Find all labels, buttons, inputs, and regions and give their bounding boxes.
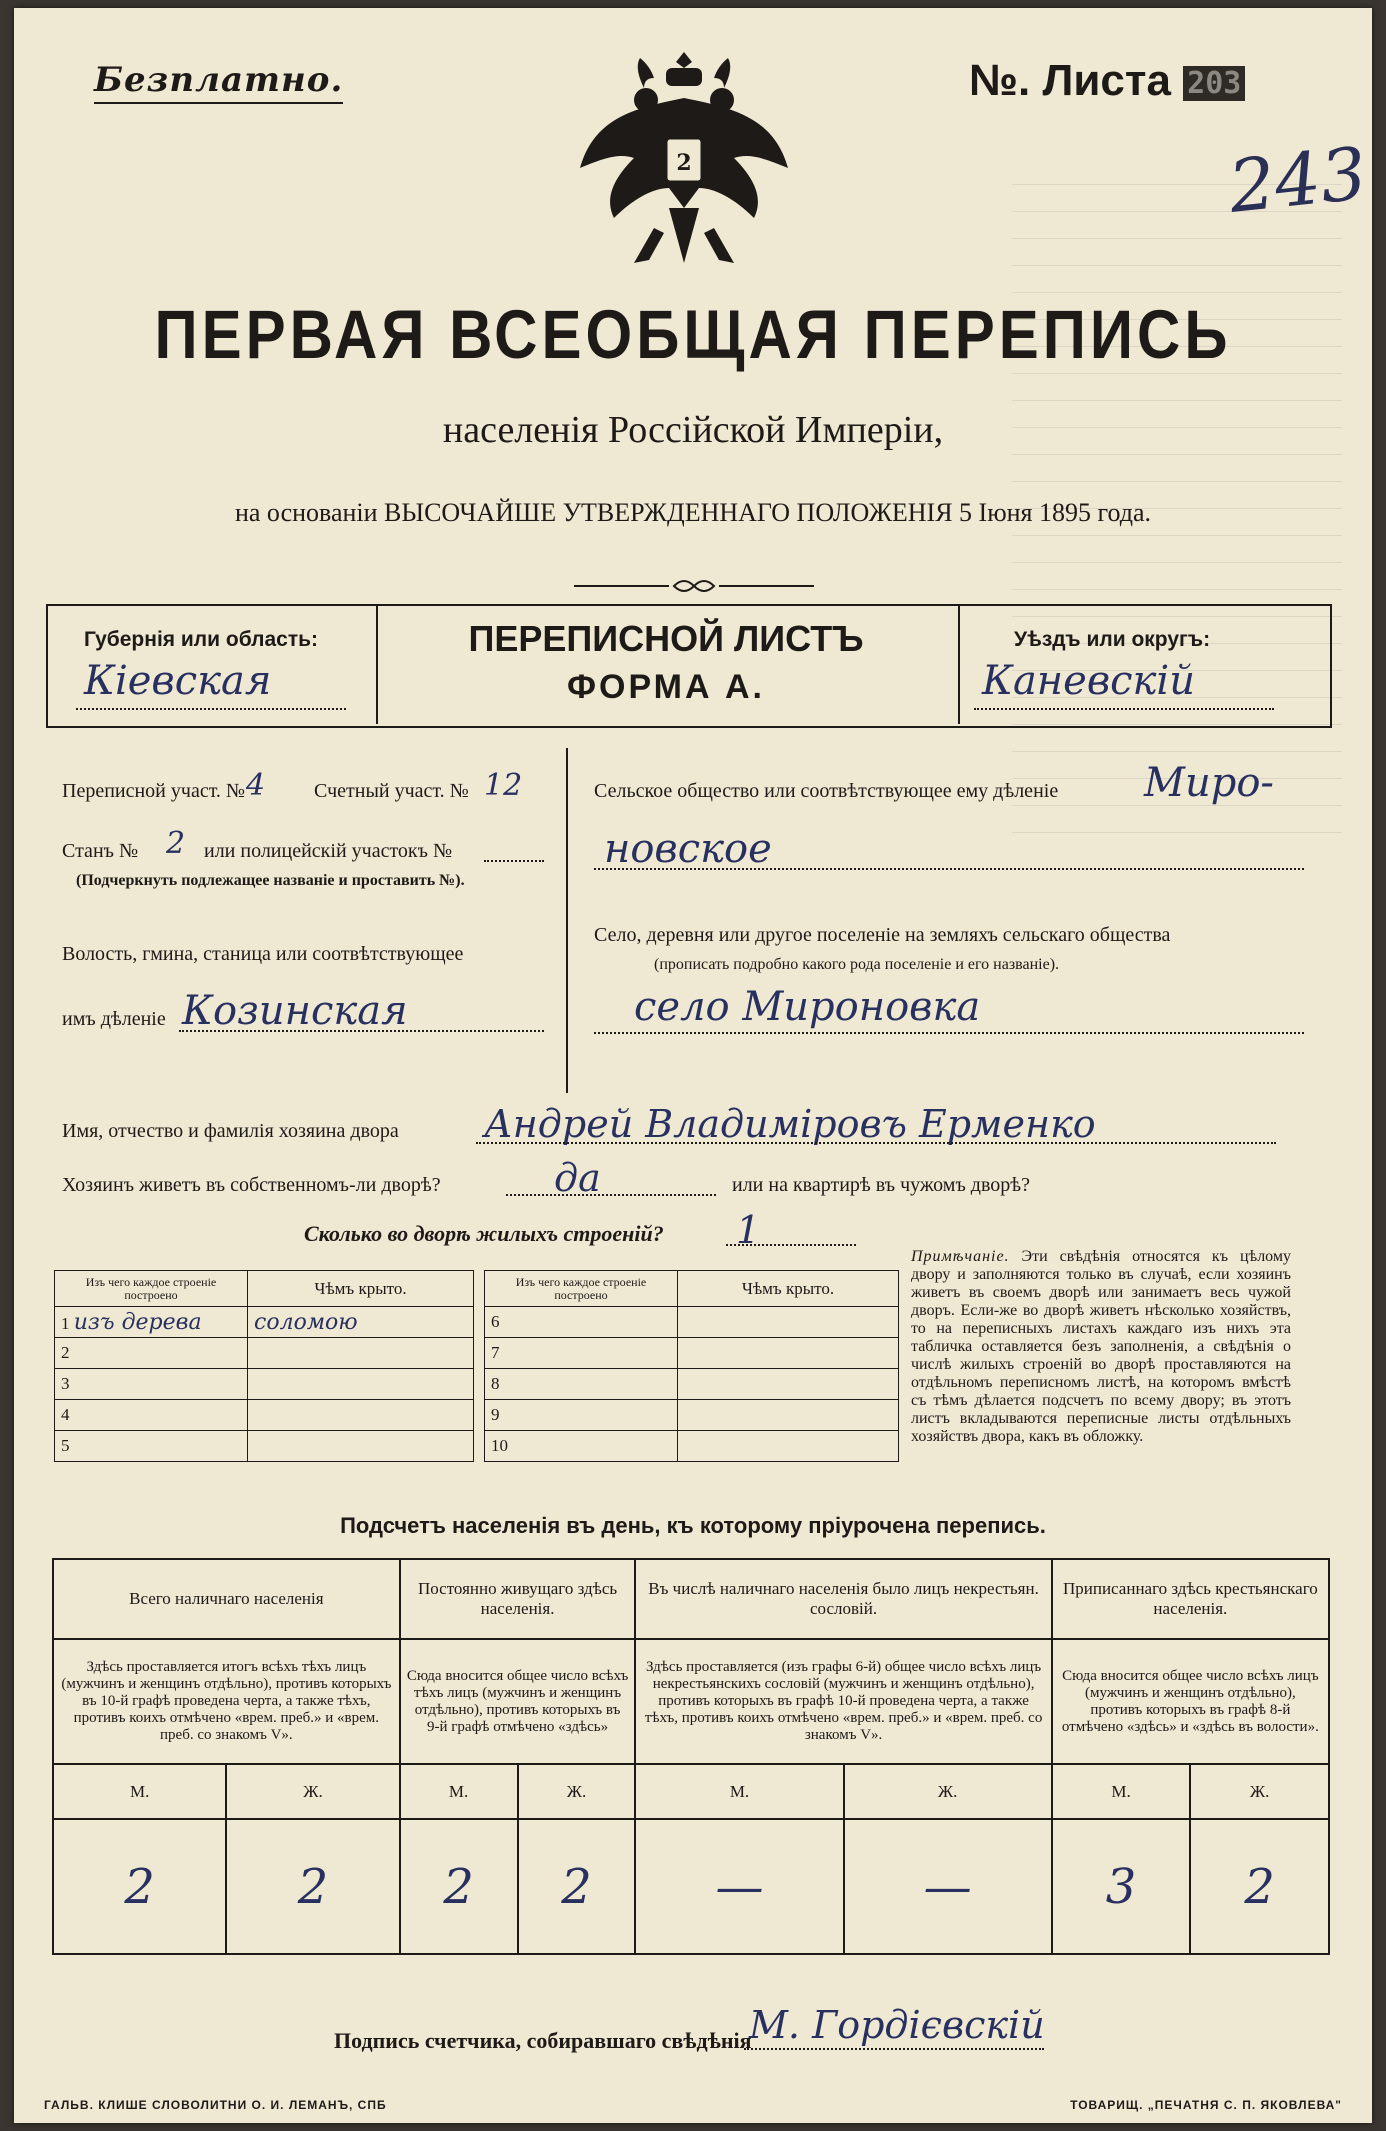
note-title: Примѣчаніе.	[911, 1248, 1010, 1265]
form-title: ПЕРЕПИСНОЙ ЛИСТЪ	[468, 618, 864, 659]
legal-basis: на основаніи ВЫСОЧАЙШЕ УТВЕРЖДЕННАГО ПОЛОЖЕНІЯ 5 Іюня 1895 года.	[234, 498, 1152, 527]
roof-cell: соломою	[248, 1307, 474, 1338]
total-male-value: 2	[53, 1819, 226, 1954]
group-head-peasant: Приписаннаго здѣсь крестьянскаго населенія.	[1052, 1559, 1329, 1639]
col-roof-header: Чѣмъ крыто.	[248, 1271, 474, 1307]
schet-uch-value: 12	[484, 768, 523, 803]
free-label: Безплатно.	[94, 60, 343, 104]
group-desc-total: Здѣсь проставляется итогъ всѣхъ тѣхъ лицъ (мужчинъ и женщинъ отдѣльно), противъ которыхъ въ 10-й графѣ проведена черта, а также тѣхъ, противъ коихъ отмѣчено «врем. преб.» и «врем. преб. со знакомъ V».	[53, 1639, 400, 1764]
note-block	[911, 1248, 1291, 1446]
sheet-number-label: №. Листа	[969, 56, 1171, 105]
village-note: (прописать подробно какого рода поселеніе и его названіе).	[654, 956, 1060, 973]
footer-right: ТОВАРИЩ. „ПЕЧАТНЯ С. П. ЯКОВЛЕВА"	[1070, 2098, 1342, 2112]
buildings-label: Сколько во дворѣ жилыхъ строеній?	[304, 1221, 664, 1246]
population-table	[52, 1558, 1330, 1955]
gubernia-label: Губернія или область:	[84, 628, 319, 651]
roof-cell	[248, 1338, 474, 1369]
signature-label: Подпись счетчика, собиравшаго свѣдѣнія	[334, 2028, 752, 2053]
note-text: Эти свѣдѣнія относятся къ цѣлому двору и заполняются только въ случаѣ, если хозяинъ живетъ въ своемъ дворѣ или занимаетъ весь чужой дворъ. Если-же во дворѣ живетъ нѣсколько хозяйствъ, то на переписныхъ листахъ каждаго изъ нихъ эта табличка оставляется безъ заполненія, а свѣдѣнія о числѣ жилыхъ строеній во дворѣ проставляются на отдѣльномъ переписномъ листѣ, на которомъ вмѣстѣ съ тѣмъ дѣлается подсчетъ по всему двору; въ этотъ листъ вкладываются переписные листы отдѣльныхъ хозяйствъ двора, какъ въ обложку.	[911, 1248, 1292, 1445]
footer-left: ГАЛЬВ. КЛИШЕ СЛОВОЛИТНИ О. И. ЛЕМАНЪ, СПБ	[44, 2098, 387, 2112]
gubernia-value: Кіевская	[84, 658, 272, 704]
roof-cell	[678, 1431, 899, 1462]
f-header: Ж.	[844, 1764, 1052, 1819]
sheet-number	[969, 56, 1245, 106]
roof-cell	[248, 1369, 474, 1400]
noncrestyan-male-value: —	[635, 1819, 843, 1954]
signature-line	[744, 2048, 1044, 2050]
table-row: 2	[55, 1338, 248, 1369]
society-label: Сельское общество или соотвѣтствующее ему дѣленіе	[594, 780, 1059, 802]
f-header: Ж.	[226, 1764, 399, 1819]
buildings-table-right	[484, 1270, 899, 1462]
underline-note: (Подчеркнуть подлежащее названіе и проставить №).	[76, 872, 465, 889]
imperial-eagle-emblem	[574, 48, 794, 278]
roof-cell	[678, 1307, 899, 1338]
village-line	[594, 1032, 1304, 1034]
group-head-total: Всего наличнаго населенія	[53, 1559, 400, 1639]
population-title: Подсчетъ населенія въ день, къ которому пріурочена перепись.	[340, 1513, 1046, 1538]
f-header: Ж.	[1190, 1764, 1329, 1819]
sheet-number-handwritten: 243	[1224, 131, 1371, 229]
owner-name-value: Андрей Владиміровъ Ерменко	[484, 1102, 1096, 1146]
table-row: 7	[485, 1338, 678, 1369]
schet-uch-label: Счетный участ. №	[314, 780, 469, 802]
own-yard-label: Хозяинъ живетъ въ собственномъ-ли дворѣ?	[62, 1174, 441, 1196]
uezd-line	[974, 708, 1274, 710]
subtitle: населенія Россійской Имперіи,	[442, 409, 944, 451]
census-sheet	[14, 8, 1372, 2123]
buildings-value: 1	[736, 1208, 761, 1252]
m-header: М.	[400, 1764, 518, 1819]
table-row: 5	[55, 1431, 248, 1462]
stan-value: 2	[166, 826, 186, 861]
perep-uch-value: 4	[246, 768, 266, 803]
permanent-female-value: 2	[518, 1819, 636, 1954]
own-yard-value: да	[554, 1156, 601, 1200]
group-desc-noncrestyan: Здѣсь проставляется (изъ графы 6-й) общее число всѣхъ лицъ некрестьянскихъ сословій (мужчинъ и женщинъ отдѣльно), противъ которыхъ въ графѣ 10-й проведена черта, а также тѣхъ, противъ коихъ отмѣчено «врем. преб.» и «врем. преб. со знакомъ V».	[635, 1639, 1051, 1764]
owner-name-line	[476, 1142, 1276, 1144]
uezd-label: Уѣздъ или округъ:	[1014, 628, 1211, 651]
col-material-header: Изъ чего каждое строеніе построено	[55, 1271, 248, 1307]
volost-label: Волость, гмина, станица или соотвѣтствующее	[62, 943, 464, 965]
group-head-permanent: Постоянно живущаго здѣсь населенія.	[400, 1559, 636, 1639]
form-type: ФОРМА А.	[566, 668, 766, 706]
village-label: Село, деревня или другое поселеніе на земляхъ сельскаго общества	[594, 924, 1171, 946]
table-row: 9	[485, 1400, 678, 1431]
ornament-divider	[574, 576, 814, 596]
volost-line	[179, 1030, 544, 1032]
col-material-header: Изъ чего каждое строеніе построено	[485, 1271, 678, 1307]
col-roof-header: Чѣмъ крыто.	[678, 1271, 899, 1307]
table-row: 8	[485, 1369, 678, 1400]
m-header: М.	[1052, 1764, 1191, 1819]
owner-name-label: Имя, отчество и фамилія хозяина двора	[62, 1120, 399, 1142]
roof-cell	[678, 1338, 899, 1369]
table-row: 10	[485, 1431, 678, 1462]
society-line	[594, 868, 1304, 870]
m-header: М.	[635, 1764, 843, 1819]
f-header: Ж.	[518, 1764, 636, 1819]
svg-text:2: 2	[676, 150, 692, 176]
own-yard-line	[506, 1194, 716, 1196]
table-row: 6	[485, 1307, 678, 1338]
roof-cell	[248, 1431, 474, 1462]
roof-cell	[248, 1400, 474, 1431]
uezd-value: Каневскій	[982, 658, 1195, 704]
village-value: село Мироновка	[634, 984, 981, 1030]
sheet-number-stamped: 203	[1183, 66, 1245, 101]
noncrestyan-female-value: —	[844, 1819, 1052, 1954]
stan-label: Станъ №	[62, 840, 139, 862]
group-desc-permanent: Сюда вносится общее число всѣхъ тѣхъ лицъ (мужчинъ и женщинъ отдѣльно), противъ которыхъ въ 9-й графѣ отмѣчено «здѣсь»	[400, 1639, 636, 1764]
rent-label: или на квартирѣ въ чужомъ дворѣ?	[732, 1174, 1031, 1196]
table-row: 1 изъ дерева	[55, 1307, 248, 1338]
permanent-male-value: 2	[400, 1819, 518, 1954]
table-row: 3	[55, 1369, 248, 1400]
group-head-noncrestyan: Въ числѣ наличнаго населенія было лицъ некрестьян. сословій.	[635, 1559, 1051, 1639]
roof-cell	[678, 1369, 899, 1400]
society-value-2: новское	[604, 826, 772, 872]
main-title: ПЕРВАЯ ВСЕОБЩАЯ ПЕРЕПИСЬ	[154, 295, 1232, 374]
m-header: М.	[53, 1764, 226, 1819]
volost-value: Козинская	[182, 988, 408, 1034]
roof-cell	[678, 1400, 899, 1431]
total-female-value: 2	[226, 1819, 399, 1954]
peasant-male-value: 3	[1052, 1819, 1191, 1954]
signature-value: М. Гордієвскій	[749, 2003, 1045, 2047]
gubernia-line	[76, 708, 346, 710]
perep-uch-label: Переписной участ. №	[62, 780, 246, 802]
group-desc-peasant: Сюда вносится общее число всѣхъ лицъ (мужчинъ и женщинъ отдѣльно), противъ которыхъ въ графѣ 8-й отмѣчено «здѣсь» и «здѣсь въ волости».	[1052, 1639, 1329, 1764]
society-value-1: Миро-	[1144, 760, 1274, 806]
peasant-female-value: 2	[1190, 1819, 1329, 1954]
table-row: 4	[55, 1400, 248, 1431]
buildings-line	[726, 1244, 856, 1246]
police-label: или полицейскій участокъ №	[204, 840, 453, 862]
column-divider	[566, 748, 568, 1093]
buildings-table-left	[54, 1270, 474, 1462]
volost-label-2: имъ дѣленіе	[62, 1008, 166, 1030]
police-line	[484, 860, 544, 862]
